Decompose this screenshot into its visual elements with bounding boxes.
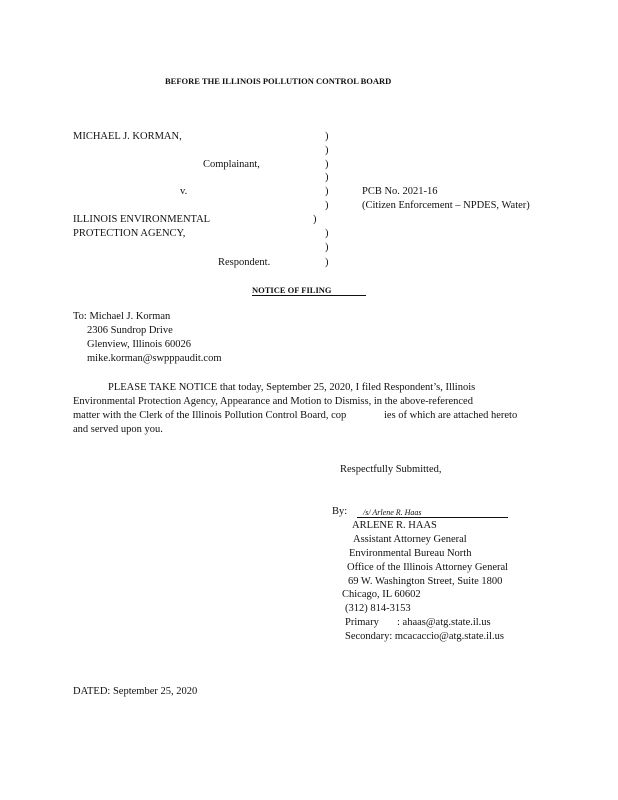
primary-email: : ahaas@atg.state.il.us [397, 617, 491, 628]
recipient-address-2: Glenview, Illinois 60026 [87, 339, 192, 350]
recipient-address-1: 2306 Sundrop Drive [87, 325, 173, 336]
respondent-name-line-1: ILLINOIS ENVIRONMENTAL [73, 214, 211, 225]
body-line-1: PLEASE TAKE NOTICE that today, September 25, 2020, I filed Respondent’s, Illinois [108, 382, 476, 393]
signer-office: Office of the Illinois Attorney General [347, 562, 509, 573]
caption-paren: ) [325, 200, 329, 211]
board-header: BEFORE THE ILLINOIS POLLUTION CONTROL BOARD [165, 76, 392, 86]
body-line-3b: ies of which are attached hereto [384, 410, 518, 421]
caption-paren: ) [325, 159, 329, 170]
signature-line [357, 517, 508, 518]
signer-city: Chicago, IL 60602 [342, 589, 421, 600]
notice-title: NOTICE OF FILING [252, 285, 332, 295]
caption-paren: ) [325, 186, 329, 197]
notice-title-underline [252, 295, 366, 296]
caption-paren: ) [325, 242, 329, 253]
primary-email-label: Primary [345, 617, 379, 628]
recipient-to-line: To: Michael J. Korman [73, 311, 171, 322]
caption-paren: ) [325, 131, 329, 142]
versus-label: v. [180, 186, 188, 197]
by-label: By: [332, 506, 348, 517]
caption-paren: ) [313, 214, 317, 225]
body-line-3a: matter with the Clerk of the Illinois Pollution Control Board, cop [73, 410, 347, 421]
case-type: (Citizen Enforcement – NPDES, Water) [362, 200, 530, 211]
respondent-label: Respondent. [218, 257, 271, 268]
respondent-name-line-2: PROTECTION AGENCY, [73, 228, 186, 239]
signer-title: Assistant Attorney General [353, 534, 467, 545]
caption-paren: ) [325, 145, 329, 156]
complainant-name: MICHAEL J. KORMAN, [73, 131, 182, 142]
case-number: PCB No. 2021-16 [362, 186, 438, 197]
dated-line: DATED: September 25, 2020 [73, 686, 198, 697]
body-line-4: and served upon you. [73, 424, 163, 435]
electronic-signature: /s/ Arlene R. Haas [363, 508, 422, 517]
recipient-email: mike.korman@swpppaudit.com [87, 353, 222, 364]
caption-paren: ) [325, 172, 329, 183]
caption-paren: ) [325, 228, 329, 239]
complainant-label: Complainant, [203, 159, 260, 170]
caption-paren: ) [325, 257, 329, 268]
body-line-2: Environmental Protection Agency, Appearance and Motion to Dismiss, in the above-referenced [73, 396, 473, 407]
signer-phone: (312) 814-3153 [345, 603, 411, 614]
closing: Respectfully Submitted, [340, 464, 442, 475]
signer-name: ARLENE R. HAAS [352, 520, 437, 531]
signer-street: 69 W. Washington Street, Suite 1800 [348, 576, 503, 587]
secondary-email: Secondary: mcacaccio@atg.state.il.us [345, 631, 504, 642]
signer-bureau: Environmental Bureau North [349, 548, 472, 559]
